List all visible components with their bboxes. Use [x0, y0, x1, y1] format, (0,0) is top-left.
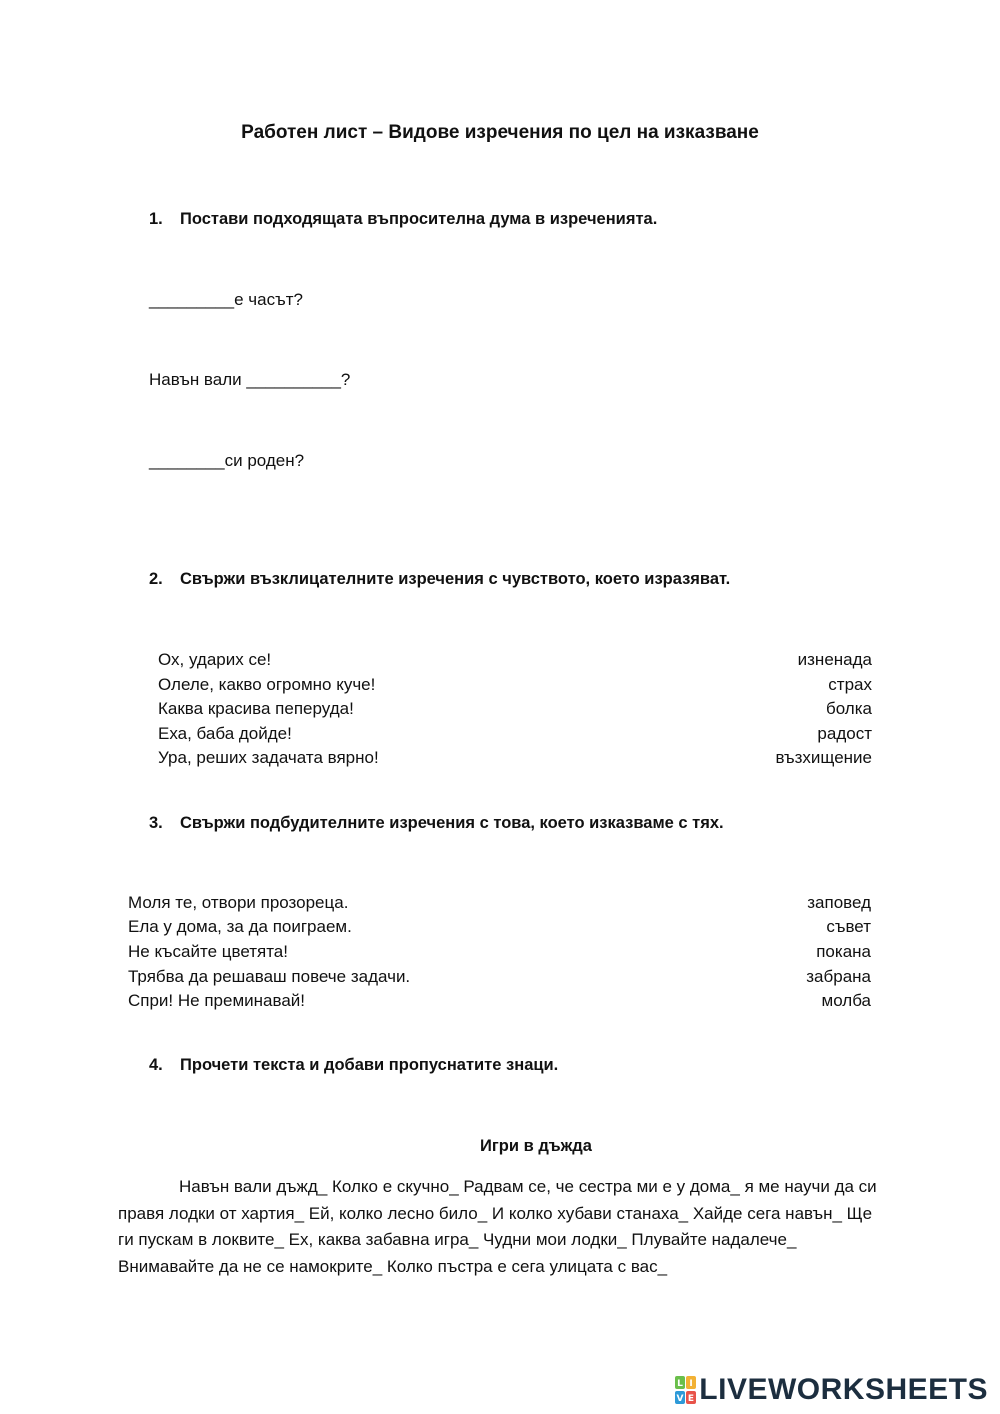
task-3-text: Свържи подбудителните изречения с това, което изказваме с тях.	[180, 814, 724, 832]
task-3-purpose-4[interactable]: забрана	[806, 967, 871, 986]
task-3-sentence-4[interactable]: Трябва да решаваш повече задачи.	[128, 967, 411, 986]
task-1-line-1[interactable]: _________е часът?	[149, 290, 303, 309]
task-3-sentence-1[interactable]: Моля те, отвори прозореца.	[128, 893, 349, 912]
liveworksheets-badge-icon	[675, 1376, 697, 1404]
story-text: Навън вали дъжд_ Колко е скучно_ Радвам се, че сестра ми е у дома_ я ме научи да си правя лодки от хартия_ Ей, колко лесно било_ И колко хубави станаха_ Хайде сега навън_ Ще ги пускам в локвите_ Ех, каква забавна игра_ Чудни мои лодки_ Плувайте надалече_ Внимавайте да не се намокрите_ Колко пъстра е сега улицата с вас_	[118, 1177, 877, 1276]
badge-letter-e: E	[688, 1394, 695, 1404]
task-4-number: 4.	[149, 1056, 163, 1074]
task-3-purpose-2[interactable]: съвет	[826, 917, 871, 936]
story-title: Игри в дъжда	[480, 1137, 592, 1155]
task-2-sentence-5[interactable]: Ура, реших задачата вярно!	[158, 748, 379, 767]
task-2-sentence-3[interactable]: Каква красива пеперуда!	[158, 699, 354, 718]
task-3-heading	[149, 814, 724, 833]
task-1-line-2[interactable]: Навън вали __________?	[149, 370, 351, 389]
task-1-line-3[interactable]: ________си роден?	[149, 451, 305, 470]
task-2-number: 2.	[149, 570, 163, 588]
task-2-feeling-4[interactable]: радост	[817, 724, 872, 743]
task-2-feeling-2[interactable]: страх	[828, 675, 872, 694]
task-3-sentence-5[interactable]: Спри! Не преминавай!	[128, 991, 305, 1010]
task-1-text: Постави подходящата въпросителна дума в изреченията.	[180, 210, 658, 228]
story-paragraph[interactable]	[118, 1174, 880, 1280]
task-2-feeling-1[interactable]: изненада	[797, 650, 872, 669]
task-4-text: Прочети текста и добави пропуснатите знаци.	[180, 1056, 559, 1074]
task-2-sentence-2[interactable]: Олеле, какво огромно куче!	[158, 675, 376, 694]
task-2-feeling-3[interactable]: болка	[825, 699, 872, 718]
task-2-sentence-1[interactable]: Ох, ударих се!	[158, 650, 272, 669]
liveworksheets-logo-text: LIVEWORKSHEETS	[699, 1373, 988, 1406]
task-3-purpose-1[interactable]: заповед	[807, 893, 871, 912]
badge-letter-v: V	[676, 1394, 684, 1404]
task-2-feeling-5[interactable]: възхищение	[775, 748, 872, 767]
task-3-sentence-2[interactable]: Ела у дома, за да поиграем.	[128, 917, 352, 936]
task-4-heading	[149, 1056, 558, 1075]
task-1-heading	[149, 210, 657, 229]
task-3-purpose-5[interactable]: молба	[821, 991, 871, 1010]
task-2-text: Свържи възклицателните изречения с чувството, което изразяват.	[180, 570, 731, 588]
badge-letter-i: I	[689, 1379, 693, 1389]
task-3-sentence-3[interactable]: Не късайте цветята!	[128, 942, 288, 961]
page-title: Работен лист – Видове изречения по цел на изказване	[241, 122, 759, 143]
liveworksheets-logo	[675, 1372, 988, 1408]
task-1-number: 1.	[149, 210, 163, 228]
badge-letter-l: L	[677, 1379, 684, 1389]
task-3-purpose-3[interactable]: покана	[816, 942, 871, 961]
task-3-number: 3.	[149, 814, 163, 832]
task-2-sentence-4[interactable]: Еха, баба дойде!	[158, 724, 292, 743]
task-2-heading	[149, 570, 730, 589]
